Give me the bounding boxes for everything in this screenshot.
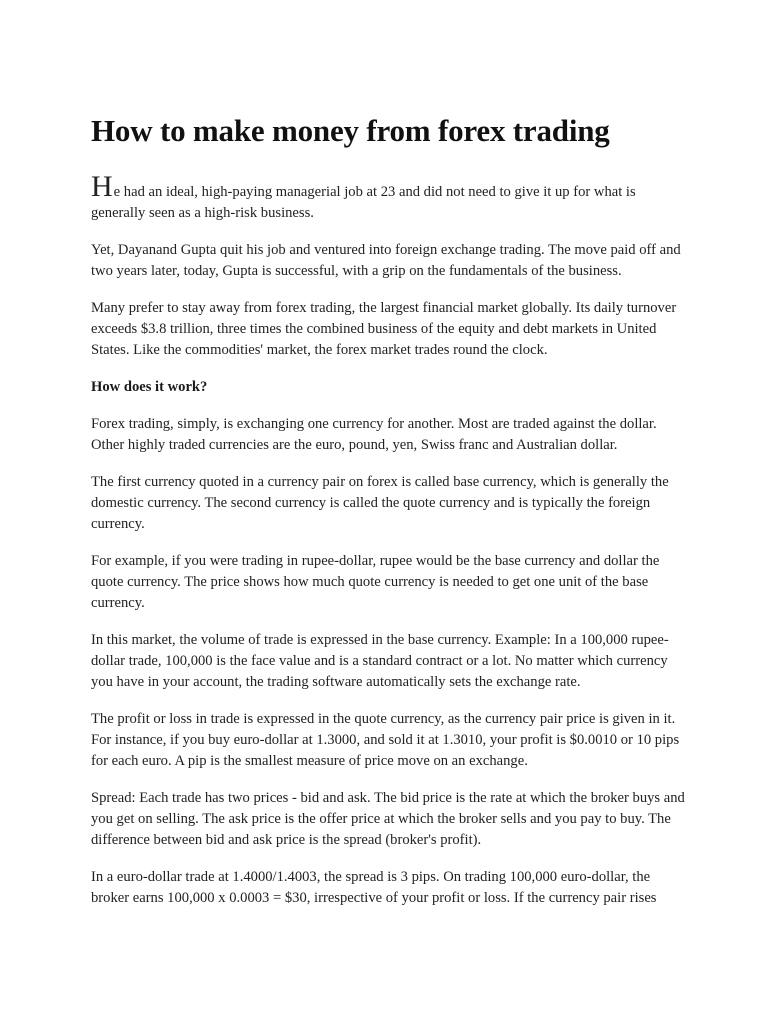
paragraph-exchanging: Forex trading, simply, is exchanging one currency for another. Most are traded against the dollar. Other highly traded currencies are the euro, pound, yen, Swiss franc and Australian dollar. [91,416,657,453]
article-title: How to make money from forex trading [91,113,610,148]
paragraph-spread: Spread: Each trade has two prices - bid and ask. The bid price is the rate at which the broker buys and you get on selling. The ask price is the offer price at which the broker sells and you pay to buy. The difference between bid and ask price is the spread (broker's profit). [91,790,685,848]
paragraph-profit-loss: The profit or loss in trade is expressed in the quote currency, as the currency pair price is given in it. For instance, if you buy euro-dollar at 1.3000, and sold it at 1.3010, your profit is $0.0010 or 10 pips for each euro. A pip is the smallest measure of price move on an exchange. [91,711,680,769]
paragraph-example: For example, if you were trading in rupee-dollar, rupee would be the base currency and dollar the quote currency. The price shows how much quote currency is needed to get one unit of the base currency. [91,553,660,611]
document-page [91,112,691,925]
paragraph-market-size: Many prefer to stay away from forex trading, the largest financial market globally. Its daily turnover exceeds $3.8 trillion, three times the combined business of the equity and debt markets in United States. Like the commodities' market, the forex market trades round the clock. [91,300,677,358]
paragraph-spread-example: In a euro-dollar trade at 1.4000/1.4003, the spread is 3 pips. On trading 100,000 euro-dollar, the broker earns 100,000 x 0.0003 = $30, irrespective of your profit or loss. If the currency pair rises [91,869,657,906]
paragraph-base-currency: The first currency quoted in a currency pair on forex is called base currency, which is generally the domestic currency. The second currency is called the quote currency and is typically the foreign currency. [91,474,669,532]
intro-text: e had an ideal, high-paying managerial job at 23 and did not need to give it up for what is generally seen as a high-risk business. [91,184,636,221]
section-heading: How does it work? [91,379,208,395]
paragraph-volume: In this market, the volume of trade is expressed in the base currency. Example: In a 100,000 rupee-dollar trade, 100,000 is the face value and is a standard contract or a lot. No matter which currency you have in your account, the trading software automatically sets the exchange rate. [91,632,669,690]
drop-cap: H [91,170,113,203]
paragraph-quit-job: Yet, Dayanand Gupta quit his job and ventured into foreign exchange trading. The move paid off and two years later, today, Gupta is successful, with a grip on the fundamentals of the business. [91,242,681,279]
intro-paragraph [91,170,691,224]
